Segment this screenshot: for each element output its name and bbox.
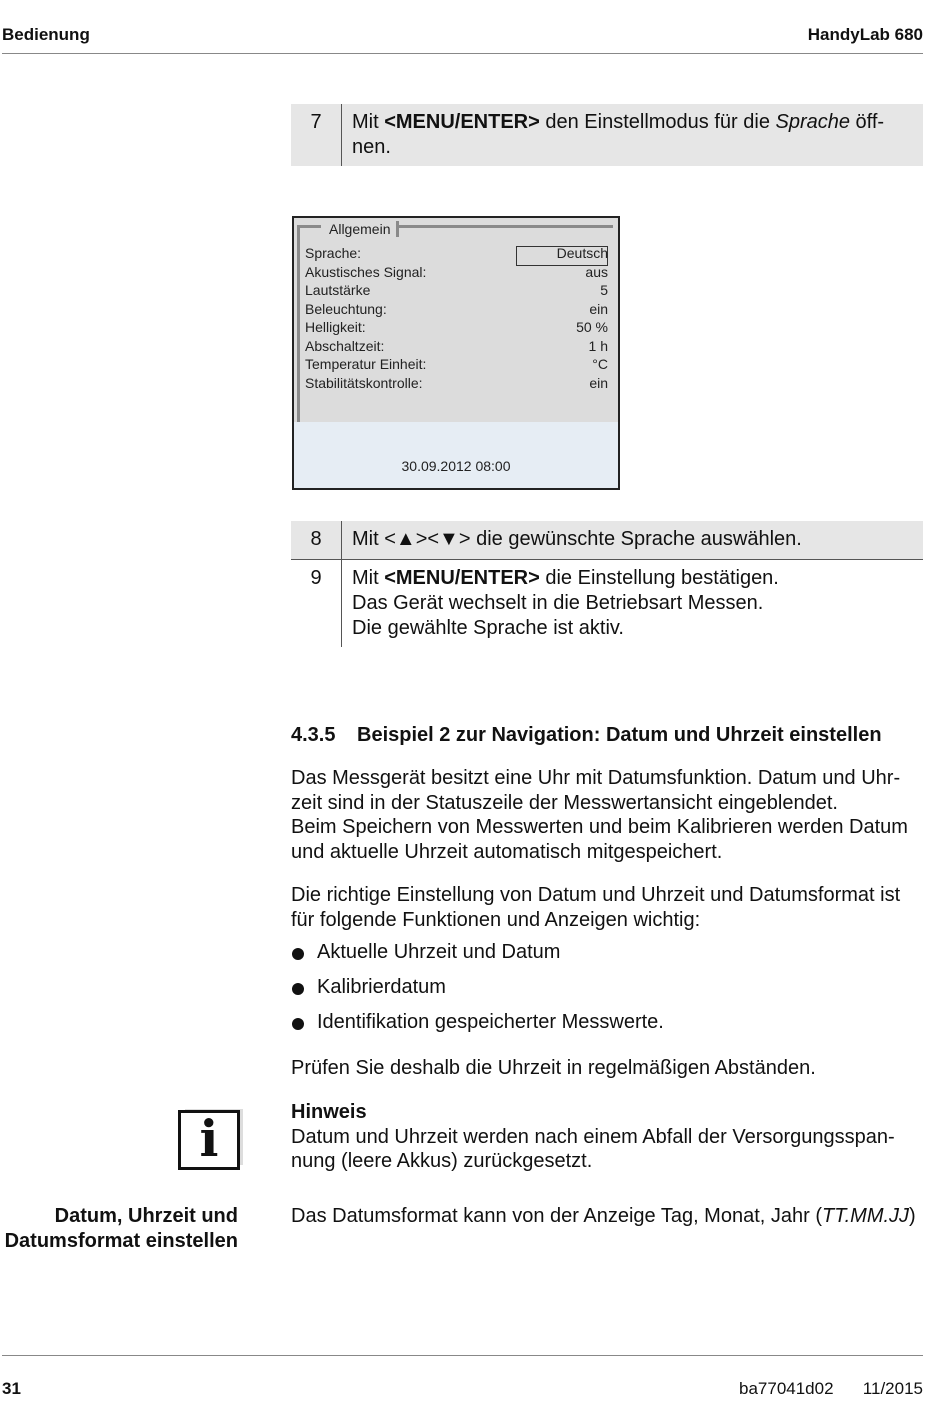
menu-row: [305, 282, 608, 300]
setting-label: Lautstärke: [305, 282, 371, 298]
note-title: Hinweis: [291, 1101, 367, 1123]
info-icon: [178, 1110, 240, 1170]
bullet-text: Kalibrierdatum: [317, 976, 446, 998]
setting-value: °C: [592, 356, 608, 372]
format-code: TT.MM.JJ: [822, 1205, 910, 1227]
setting-value: Deutsch: [556, 245, 608, 261]
bullet-text: Identifikation gespeicherter Messwerte.: [317, 1011, 664, 1033]
paragraph-intro: [291, 766, 923, 864]
text-line: Das Gerät wechselt in die Betriebsart Messen.: [352, 592, 764, 614]
text-line: Datum, Uhrzeit und: [54, 1205, 238, 1227]
info-glyph: i: [199, 1109, 219, 1168]
setting-label: Helligkeit:: [305, 319, 366, 335]
setting-label: Abschaltzeit:: [305, 337, 385, 354]
menu-row: [305, 319, 608, 337]
header-rule: [2, 53, 923, 54]
step-text: [352, 110, 915, 160]
section-title: Beispiel 2 zur Navigation: Datum und Uhrzeit einstellen: [357, 724, 882, 746]
text-segment: Das Datumsformat kann von der Anzeige Tag, Monat, Jahr (: [291, 1205, 823, 1227]
bullet-text: Aktuelle Uhrzeit und Datum: [317, 941, 561, 963]
setting-label: Sprache:: [305, 245, 362, 261]
paragraph-check: Prüfen Sie deshalb die Uhrzeit in regelmäßigen Abständen.: [291, 1057, 816, 1079]
setting-value: aus: [585, 263, 608, 280]
setting-label: Akustisches Signal:: [305, 263, 427, 280]
step-row-9: [291, 560, 923, 647]
setting-value: 5: [600, 282, 608, 298]
text-line: nen.: [352, 136, 391, 158]
menu-row: [305, 338, 608, 356]
setting-value: 1 h: [588, 337, 608, 354]
note-block: [291, 1100, 923, 1174]
menu-title: Allgemein: [321, 221, 399, 237]
bullet-dot: [292, 983, 304, 995]
step-text: Mit <▲><▼> die gewünschte Sprache auswählen.: [352, 528, 802, 550]
status-bar: [294, 422, 618, 488]
margin-heading: [5, 1204, 238, 1253]
menu-row: [305, 301, 608, 319]
menu-item-name: Sprache: [775, 111, 850, 133]
document-id: ba77041d02: [739, 1379, 834, 1398]
running-header-right: HandyLab 680: [807, 25, 923, 44]
setting-value: ein: [589, 300, 608, 317]
text-line: zeit sind in der Statuszeile der Messwertansicht eingeblendet.: [291, 791, 838, 814]
running-header-left: Bedienung: [2, 25, 90, 44]
text-line: nung (leere Akkus) zurückgesetzt.: [291, 1150, 593, 1172]
paragraph-importance: [291, 883, 923, 932]
step-divider: [341, 521, 342, 559]
menu-row: [305, 356, 608, 374]
text-segment: die Einstellung bestätigen.: [539, 567, 779, 589]
device-display: [292, 216, 620, 490]
status-datetime: 30.09.2012 08:00: [401, 458, 511, 474]
key-name: <MENU/ENTER>: [384, 111, 540, 133]
section-number: 4.3.5: [291, 724, 336, 746]
step-number: 8: [310, 528, 322, 550]
section-heading: [291, 724, 882, 747]
setting-value: 50 %: [576, 319, 608, 335]
step-divider: [341, 560, 342, 647]
paragraph-dateformat: [291, 1204, 923, 1229]
text-segment: Mit: [352, 567, 385, 589]
step-divider: [341, 104, 342, 166]
text-segment: den Einstellmodus für die: [539, 111, 776, 133]
text-segment: Mit: [352, 111, 385, 133]
key-name: <MENU/ENTER>: [384, 567, 540, 589]
text-line: Beim Speichern von Messwerten und beim Kalibrieren werden Datum: [291, 816, 908, 838]
step-number: 7: [310, 111, 322, 133]
text-line: Datumsformat einstellen: [4, 1229, 238, 1252]
setting-value: ein: [589, 374, 608, 391]
menu-row: [305, 264, 608, 282]
document-date: 11/2015: [862, 1379, 923, 1398]
text-line: und aktuelle Uhrzeit automatisch mitgespeichert.: [291, 840, 723, 863]
setting-label: Beleuchtung:: [305, 300, 387, 317]
step-text: [352, 566, 915, 641]
footer-rule: [2, 1355, 923, 1356]
text-segment: öff-: [850, 111, 885, 133]
step-row-7: [291, 104, 923, 166]
text-line: Das Messgerät besitzt eine Uhr mit Datumsfunktion. Datum und Uhr-: [291, 767, 901, 789]
setting-label: Stabilitätskontrolle:: [305, 374, 423, 391]
step-row-8: [291, 521, 923, 559]
menu-row: [305, 375, 608, 393]
bullet-dot: [292, 948, 304, 960]
step-number: 9: [310, 567, 322, 589]
text-segment: ): [909, 1205, 916, 1227]
text-line: Die gewählte Sprache ist aktiv.: [352, 617, 624, 639]
page-number: 31: [2, 1379, 21, 1398]
bullet-dot: [292, 1018, 304, 1030]
menu-row: [305, 245, 608, 263]
text-line: Datum und Uhrzeit werden nach einem Abfall der Versorgungsspan-: [291, 1125, 895, 1148]
text-line: für folgende Funktionen und Anzeigen wichtig:: [291, 908, 701, 931]
text-line: Die richtige Einstellung von Datum und Uhrzeit und Datumsformat ist: [291, 884, 901, 906]
setting-label: Temperatur Einheit:: [305, 356, 427, 372]
